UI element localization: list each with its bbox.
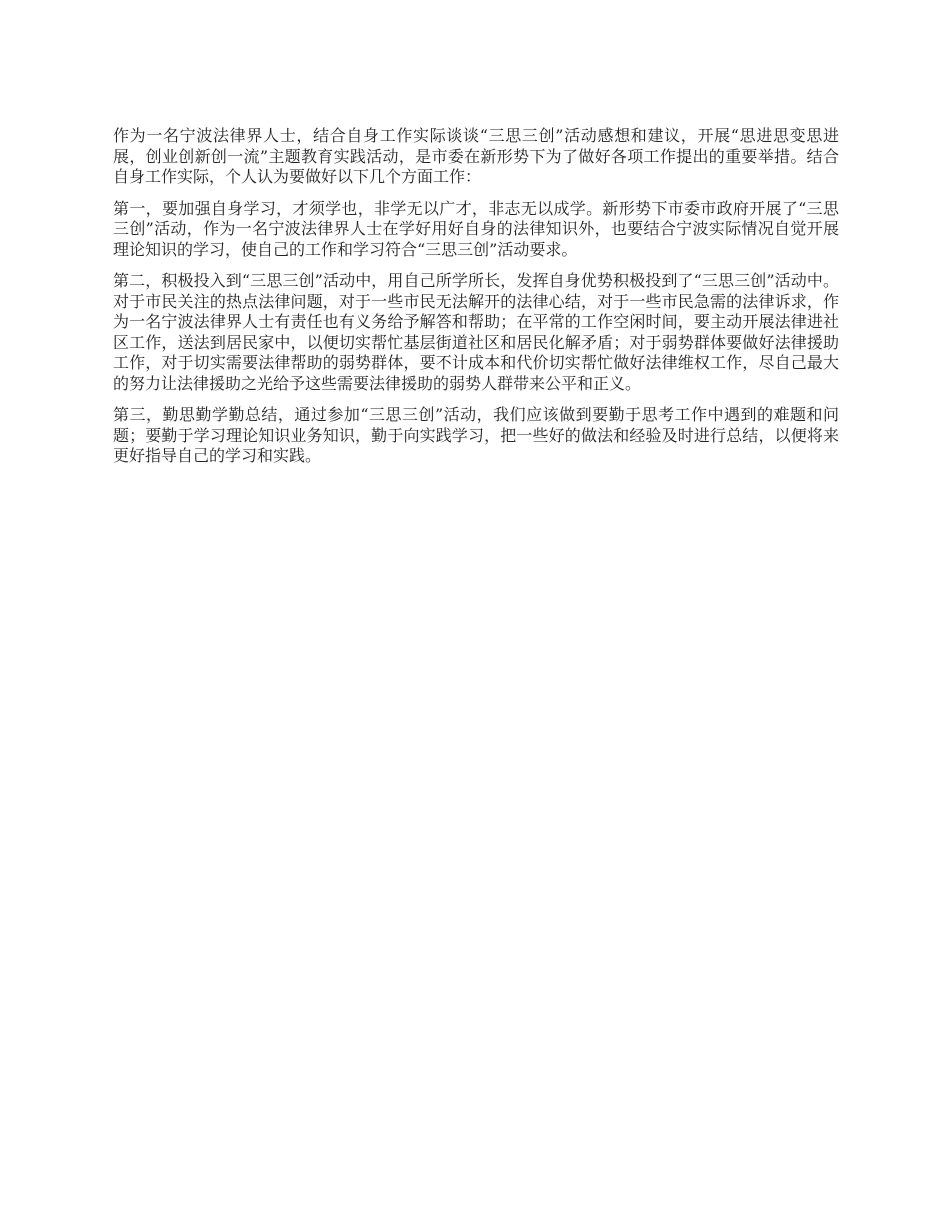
paragraph-first-point: 第一，要加强自身学习，才须学也，非学无以广才，非志无以成学。新形势下市委市政府开展了“三思三创”活动，作为一名宁波法律界人士在学好用好自身的法律知识外，也要结合宁波实际情况自觉开展理论知识的学习，使自己的工作和学习符合“三思三创”活动要求。 — [113, 198, 839, 259]
paragraph-third-point: 第三，勤思勤学勤总结，通过参加“三思三创”活动，我们应该做到要勤于思考工作中遇到的难题和问题；要勤于学习理论知识业务知识，勤于向实践学习，把一些好的做法和经验及时进行总结，以便将来更好指导自己的学习和实践。 — [113, 405, 839, 465]
document-body — [113, 126, 839, 478]
paragraph-second-point: 第二，积极投入到“三思三创”活动中，用自己所学所长，发挥自身优势积极投到了“三思三创”活动中。对于市民关注的热点法律问题，对于一些市民无法解开的法律心结，对于一些市民急需的法律诉求，作为一名宁波法律界人士有责任也有义务给予解答和帮助；在平常的工作空闲时间，要主动开展法律进社区工作，送法到居民家中，以便切实帮忙基层街道社区和居民化解矛盾；对于弱势群体要做好法律援助工作，对于切实需要法律帮助的弱势群体，要不计成本和代价切实帮忙做好法律维权工作，尽自己最大的努力让法律援助之光给予这些需要法律援助的弱势人群带来公平和正义。 — [113, 271, 839, 393]
paragraph-intro: 作为一名宁波法律界人士，结合自身工作实际谈谈“三思三创”活动感想和建议，开展“思进思变思进展，创业创新创一流”主题教育实践活动，是市委在新形势下为了做好各项工作提出的重要举措。结合自身工作实际，个人认为要做好以下几个方面工作： — [113, 126, 839, 186]
